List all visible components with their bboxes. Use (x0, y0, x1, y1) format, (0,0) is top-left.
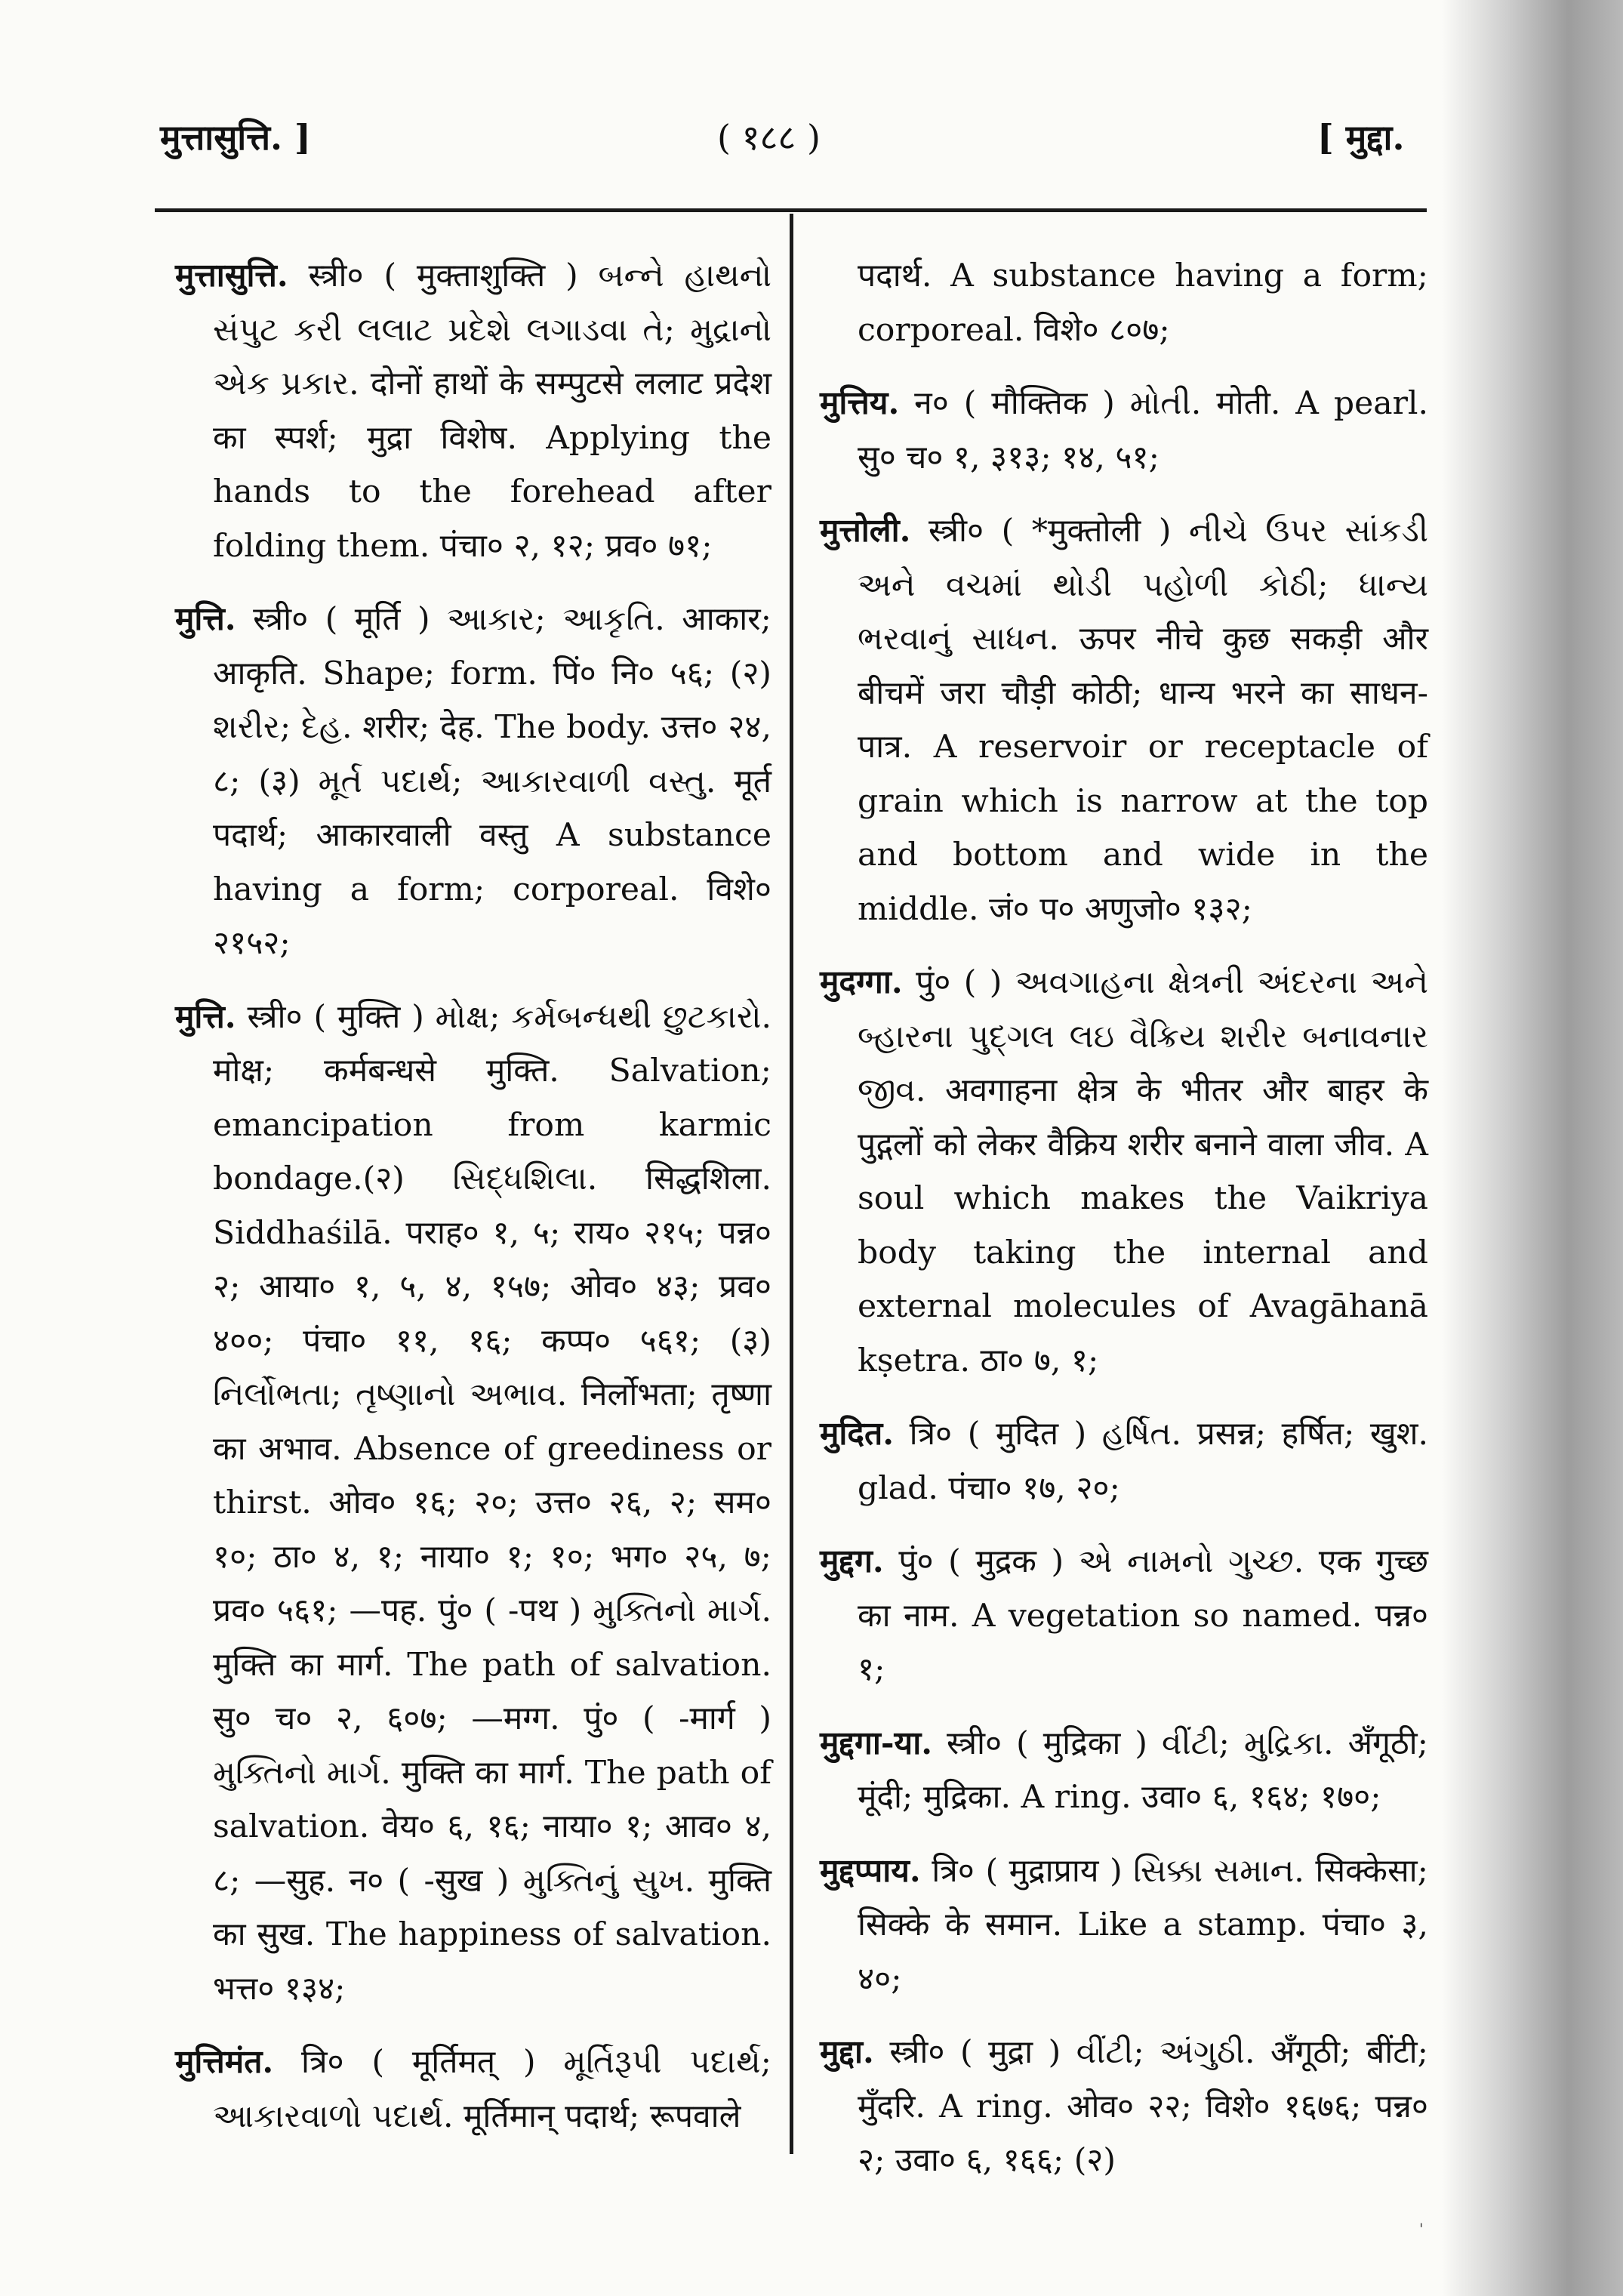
entry-definition: त्रि० ( मूर्तिमत् ) મૂર્તિરૂપી પદાર્થ; આકારવાળો પદાર્થ. मूर्तिमान् पदार्थ; रूपवाले (213, 2044, 771, 2135)
dictionary-entry (820, 1717, 1428, 1825)
dictionary-entry (820, 1407, 1428, 1515)
print-mark: ' (1419, 2220, 1424, 2238)
entry-definition: त्रि० ( मुद्राप्राय ) સિક્કા સમાન. सिक्केसा; सिक्के के समान. Like a stamp. पंचा० ३, ४०; (858, 1852, 1428, 1998)
dictionary-entry (175, 249, 771, 573)
column-divider (790, 214, 793, 2154)
dictionary-entry (820, 504, 1428, 936)
entry-definition: स्त्री० ( मुक्ताशुक्ति ) બન્ને હાથનો સંપુટ કરી લલાટ પ્રદેશે લગાડવા તે; મુદ્રાનો એક પ્રકાર. दोनों हाथों के सम्पुटसे ललाट प्रदेश का स्पर्श; मुद्रा विशेष. Applying the hands to the forehead after folding them. पंचा० २, १२; प्रव० ७१; (213, 257, 771, 565)
entry-headword: मुत्तासुत्ति. (175, 257, 288, 294)
running-head-first-word: मुत्तासुत्ति. ] (160, 117, 311, 158)
entry-headword: मुत्तोली. (820, 512, 911, 550)
entry-definition: स्त्री० ( मुद्रा ) વીંટી; અંગુઠી. अँगूठी; बींटी; मुँदरि. A ring. ओव० २२; विशे० १६७६; पन्न० २; उवा० ६, १६६; (२) (858, 2034, 1428, 2179)
entry-headword: मुद्दग. (820, 1542, 884, 1580)
entry-headword: मुत्तिमंत. (175, 2043, 274, 2081)
entry-headword: मुद्दा. (820, 2033, 874, 2071)
dictionary-entry (820, 377, 1428, 485)
dictionary-entry (175, 593, 771, 971)
entry-definition: पदार्थ. A substance having a form; corporeal. विशे० ८०७; (858, 257, 1428, 349)
running-head-last-word: [ मुद्दा. (1317, 117, 1405, 158)
scanned-page-edge-shadow (1442, 0, 1623, 2296)
entry-headword: मुत्तिय. (820, 384, 900, 422)
entry-headword: मुदग्गा. (820, 963, 903, 1001)
entry-definition: न० ( मौक्तिक ) મોતી. मोती. A pearl. सु० च० १, ३१३; १४, ५१; (858, 385, 1428, 476)
dictionary-entry (820, 1845, 1428, 2007)
entry-headword: मुत्ति. (175, 997, 236, 1036)
entry-headword: मुद्दप्पाय. (820, 1851, 921, 1890)
entry-headword: मुद्दगा-या. (820, 1724, 933, 1762)
entry-definition: स्त्री० ( मुद्रिका ) વીંટી; મુદ્રિકા. अँगूठी; मूंदी; मुद्रिका. A ring. उवा० ६, १६४; १७०; (858, 1724, 1428, 1816)
entry-definition: स्त्री० ( मुक्ति ) મોક્ષ; કર્મબન્ધથી છુટકારો. मोक्ष; कर्मबन्धसे मुक्ति. Salvation; emancipation from karmic bondage.(२) સિદ્ધશિલા. सिद्धशिला. Siddhaśilā. पराह० १, ५; राय० २१५; पन्न० २; आया० १, ५, ४, १५७; ओव० ४३; प्रव० ४००; पंचा० ११, १६; कप्प० ५६१; (३) નિર્લોભતા; તૃષ્ણાનો અભાવ. निर्लोभता; तृष्णा का अभाव. Absence of greediness or thirst. ओव० १६; २०; उत्त० २६, २; सम० १०; ठा० ४, १; नाया० १; १०; भग० २५, ७; प्रव० ५६१; —पह. पुं० ( -पथ ) મુક્તિનો માર્ગ. मुक्ति का मार्ग. The path of salvation. सु० च० २, ६०७; —मग्ग. पुं० ( -मार्ग ) મુક્તિનો માર્ગ. मुक्ति का मार्ग. The path of salvation. वेय० ६, १६; नाया० १; आव० ४, ८; —सुह. न० ( -सुख ) મુક્તિનું સુખ. मुक्ति का सुख. The happiness of salvation. भत्त० १३४; (213, 998, 771, 2008)
left-column (175, 249, 771, 2163)
entry-definition: स्त्री० ( *मुक्तोली ) નીચે ઉપર સાંકડી અને વચમાં થોડી પહોળી કોઠી; ધાન્ય ભરવાનું સાધન. ऊपर नीचे कुछ सकड़ी और बीचमें जरा चौड़ी कोठी; धान्य भरने का साधन-पात्र. A reservoir or receptacle of grain which is narrow at the top and bottom and wide in the middle. जं० प० अणुजो० १३२; (858, 513, 1428, 928)
right-column (820, 249, 1428, 2208)
entry-definition: पुं० ( ) અવગાહના ક્ષેત્રની અંદરના અને બ્હારના પુદ્ગલ લઇ વૈક્રિય શરીર બનાવનાર જીવ. अवगाहना क्षेत्र के भीतर और बाहर के पुद्गलों को लेकर वैक्रिय शरीर बनाने वाला जीव. A soul which makes the Vaikriya body taking the internal and external molecules of Avagāhanā kṣetra. ठा० ७, १; (858, 964, 1428, 1379)
dictionary-entry (175, 2036, 771, 2143)
page-number: ( १८८ ) (717, 117, 821, 158)
entry-definition: पुं० ( मुद्रक ) એ નામનો ગુચ્છ. एक गुच्छ का नाम. A vegetation so named. पन्न० १; (858, 1543, 1428, 1688)
dictionary-entry (175, 991, 771, 2017)
dictionary-entry (820, 2026, 1428, 2188)
dictionary-entry (820, 1535, 1428, 1697)
entry-headword: मुत्ति. (175, 600, 236, 638)
entry-continuation (820, 249, 1428, 357)
entry-headword: मुदित. (820, 1415, 895, 1453)
header-rule (155, 208, 1427, 212)
entry-definition: स्त्री० ( मूर्ति ) આકાર; આકૃતિ. आकार; आकृति. Shape; form. पिं० नि० ५६; (२) શરીર; દેહ. शरीर; देह. The body. उत्त० २४, ८; (३) મૂર્ત પદાર્થ; આકારવાળી વસ્તુ. मूर्त पदार्थ; आकारवाली वस्तु A substance having a form; corporeal. विशे० २१५२; (213, 601, 771, 962)
entry-definition: त्रि० ( मुदित ) હર્ષિત. प्रसन्न; हर्षित; खुश. glad. पंचा० १७, २०; (858, 1416, 1428, 1507)
dictionary-entry (820, 956, 1428, 1388)
